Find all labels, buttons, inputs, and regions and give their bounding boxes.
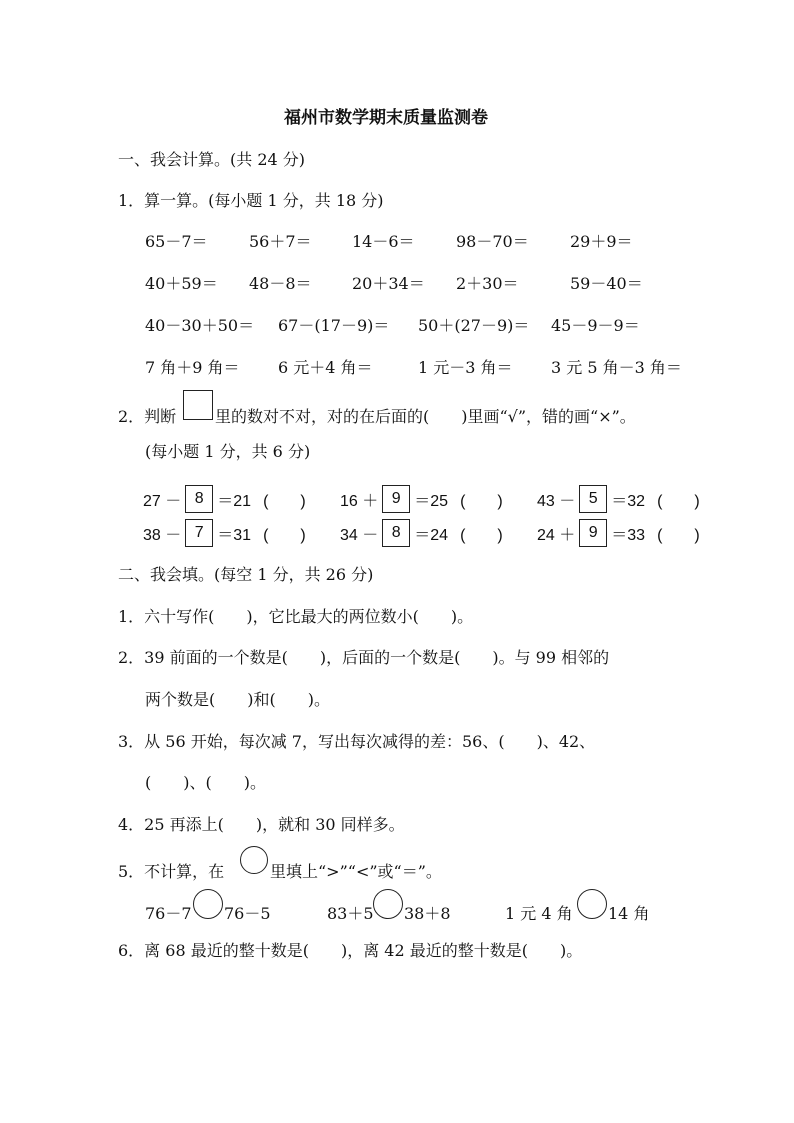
judge-item bbox=[143, 484, 306, 514]
calc-item: 56＋7＝ bbox=[249, 232, 312, 251]
compare-circle[interactable] bbox=[373, 889, 403, 919]
calc-item: 65－7＝ bbox=[145, 232, 208, 251]
calc-item: 67－(17－9)＝ bbox=[278, 316, 390, 335]
judge-left: 27 － bbox=[143, 492, 182, 510]
section2-heading: 二、我会填。(每空 1 分，共 26 分) bbox=[118, 565, 374, 584]
judge-left: 34 － bbox=[340, 526, 379, 544]
number-box: 5 bbox=[579, 485, 607, 513]
s2-q3-line2: ( )、( )。 bbox=[145, 773, 266, 792]
number-box: 8 bbox=[185, 485, 213, 513]
calc-item: 7 角＋9 角＝ bbox=[145, 358, 240, 377]
s2-q3-line1: 3．从 56 开始，每次减 7，写出每次减得的差：56、( )、42、 bbox=[118, 732, 596, 751]
calc-item: 59－40＝ bbox=[570, 274, 643, 293]
judge-right: ＝33 bbox=[611, 526, 646, 544]
calc-item: 14－6＝ bbox=[352, 232, 415, 251]
judge-left: 24 ＋ bbox=[537, 526, 576, 544]
calc-item: 3 元 5 角－3 角＝ bbox=[551, 358, 682, 377]
number-box: 8 bbox=[382, 519, 410, 547]
number-box: 9 bbox=[579, 519, 607, 547]
calc-item: 40－30＋50＝ bbox=[145, 316, 255, 335]
s2-q2-line2: 两个数是( )和( )。 bbox=[145, 690, 330, 709]
answer-paren[interactable]: ( ) bbox=[657, 492, 700, 510]
compare-left: 76－7 bbox=[145, 904, 192, 923]
judge-left: 16 ＋ bbox=[340, 492, 379, 510]
answer-paren[interactable]: ( ) bbox=[460, 526, 503, 544]
calc-item: 2＋30＝ bbox=[456, 274, 519, 293]
answer-paren[interactable]: ( ) bbox=[263, 492, 306, 510]
answer-paren[interactable]: ( ) bbox=[657, 526, 700, 544]
calc-item: 45－9－9＝ bbox=[551, 316, 640, 335]
calc-item: 6 元＋4 角＝ bbox=[278, 358, 373, 377]
compare-circle-sample bbox=[240, 846, 268, 874]
judge-item bbox=[340, 518, 503, 548]
answer-paren[interactable]: ( ) bbox=[263, 526, 306, 544]
calc-item: 20＋34＝ bbox=[352, 274, 425, 293]
s2-q4: 4．25 再添上( )，就和 30 同样多。 bbox=[118, 815, 405, 834]
judge-right: ＝24 bbox=[414, 526, 449, 544]
number-box: 7 bbox=[185, 519, 213, 547]
compare-left: 1 元 4 角 bbox=[505, 904, 573, 923]
calc-item: 50＋(27－9)＝ bbox=[418, 316, 530, 335]
s2-q6: 6．离 68 最近的整十数是( )，离 42 最近的整十数是( )。 bbox=[118, 941, 583, 960]
calc-item: 48－8＝ bbox=[249, 274, 312, 293]
compare-right: 14 角 bbox=[608, 904, 650, 923]
s2-q5-label-b: 里填上“>”“<”或“＝”。 bbox=[270, 862, 442, 881]
judge-item bbox=[143, 518, 306, 548]
section1-heading: 一、我会计算。(共 24 分) bbox=[118, 150, 306, 169]
compare-right: 38＋8 bbox=[404, 904, 451, 923]
judge-left: 38 － bbox=[143, 526, 182, 544]
answer-box-sample bbox=[183, 390, 213, 420]
judge-right: ＝21 bbox=[217, 492, 252, 510]
calc-item: 29＋9＝ bbox=[570, 232, 633, 251]
calc-item: 1 元－3 角＝ bbox=[418, 358, 513, 377]
judge-item bbox=[537, 484, 700, 514]
s1-q1-label: 1．算一算。(每小题 1 分，共 18 分) bbox=[118, 191, 384, 210]
calc-item: 98－70＝ bbox=[456, 232, 529, 251]
judge-left: 43 － bbox=[537, 492, 576, 510]
number-box: 9 bbox=[382, 485, 410, 513]
page-title: 福州市数学期末质量监测卷 bbox=[284, 108, 488, 128]
s2-q1: 1．六十写作( )，它比最大的两位数小( )。 bbox=[118, 607, 474, 626]
s1-q2-label-a: 2．判断 bbox=[118, 407, 177, 426]
judge-right: ＝32 bbox=[611, 492, 646, 510]
compare-circle[interactable] bbox=[193, 889, 223, 919]
judge-right: ＝31 bbox=[217, 526, 252, 544]
compare-right: 76－5 bbox=[224, 904, 271, 923]
judge-item bbox=[537, 518, 700, 548]
judge-right: ＝25 bbox=[414, 492, 449, 510]
judge-item bbox=[340, 484, 503, 514]
compare-circle[interactable] bbox=[577, 889, 607, 919]
compare-left: 83＋5 bbox=[327, 904, 374, 923]
s2-q2-line1: 2．39 前面的一个数是( )，后面的一个数是( )。与 99 相邻的 bbox=[118, 648, 610, 667]
answer-paren[interactable]: ( ) bbox=[460, 492, 503, 510]
s1-q2-label-c: (每小题 1 分，共 6 分) bbox=[145, 442, 311, 461]
calc-item: 40＋59＝ bbox=[145, 274, 218, 293]
s1-q2-label-b: 里的数对不对，对的在后面的( )里画“√”，错的画“×”。 bbox=[215, 407, 636, 426]
s2-q5-label-a: 5．不计算，在 bbox=[118, 862, 225, 881]
